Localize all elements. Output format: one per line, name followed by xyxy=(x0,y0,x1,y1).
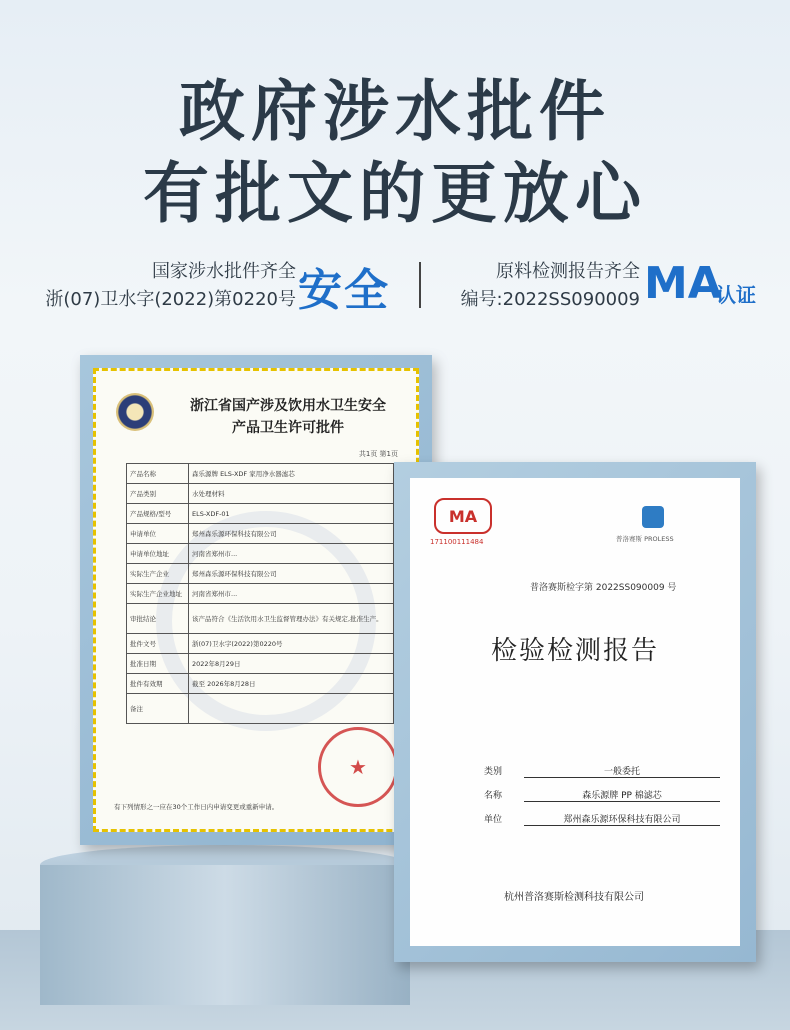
table-row xyxy=(127,524,394,544)
table-key: 申请单位地址 xyxy=(127,544,189,564)
table-row xyxy=(127,694,394,724)
certificate-title-line-1: 浙江省国产涉及饮用水卫生安全 xyxy=(190,398,386,414)
report-info xyxy=(440,258,640,314)
table-value: 郑州森乐源环保科技有限公司 xyxy=(189,524,394,544)
table-value xyxy=(189,694,394,724)
table-row xyxy=(127,464,394,484)
approval-certificate xyxy=(93,368,419,832)
table-value: 该产品符合《生活饮用水卫生监督管理办法》有关规定,批准生产。 xyxy=(189,604,394,634)
report-row-key: 名称 xyxy=(484,791,503,801)
report-row-key: 单位 xyxy=(484,815,503,825)
table-value: 2022年8月29日 xyxy=(189,654,394,674)
table-value: 河南省郑州市... xyxy=(189,544,394,564)
report-row-unit xyxy=(484,812,720,826)
lab-logo-text: 普洛赛斯 PROLESS xyxy=(616,535,674,543)
table-row xyxy=(127,544,394,564)
lab-logo-icon xyxy=(642,506,664,528)
approval-info xyxy=(28,258,296,314)
report-title: 检验检测报告 xyxy=(490,636,659,666)
table-row xyxy=(127,584,394,604)
certificate-title xyxy=(158,395,418,439)
report-row-value: 郑州森乐源环保科技有限公司 xyxy=(524,812,720,826)
table-row xyxy=(127,564,394,584)
table-key: 批件文号 xyxy=(127,634,189,654)
lab-name: 杭州普洛赛斯检测科技有限公司 xyxy=(504,892,644,903)
headline-line-2: 有批文的更放心 xyxy=(143,155,647,232)
table-key: 批件有效期 xyxy=(127,674,189,694)
red-stamp: ★ xyxy=(318,727,398,807)
approval-certificate-frame xyxy=(80,355,432,845)
ma-label: MA xyxy=(644,258,722,309)
test-report xyxy=(410,478,740,946)
cma-logo-icon: MA xyxy=(434,498,492,534)
national-emblem-icon xyxy=(116,393,154,431)
table-key: 备注 xyxy=(127,694,189,724)
table-value: ELS-XDF-01 xyxy=(189,504,394,524)
table-row xyxy=(127,654,394,674)
approval-line-2: 浙(07)卫水字(2022)第0220号 xyxy=(45,289,296,310)
table-key: 产品名称 xyxy=(127,464,189,484)
table-row xyxy=(127,604,394,634)
page-number: 共1页 第1页 xyxy=(358,450,398,458)
report-row-category xyxy=(484,764,720,778)
cma-number: 171100111484 xyxy=(430,538,484,546)
table-row xyxy=(127,484,394,504)
table-row xyxy=(127,674,394,694)
safe-label: 安全 xyxy=(298,265,390,316)
table-key: 审批结论 xyxy=(127,604,189,634)
test-report-frame xyxy=(394,462,756,962)
table-value: 截至 2026年8月28日 xyxy=(189,674,394,694)
table-key: 申请单位 xyxy=(127,524,189,544)
certificate-footer: 有下列情形之一应在30个工作日内申请变更或重新申请。 xyxy=(114,803,279,811)
table-value: 浙(07)卫水字(2022)第0220号 xyxy=(189,634,394,654)
table-value: 森乐源牌 ELS-XDF 家用净水器滤芯 xyxy=(189,464,394,484)
approval-line-1: 国家涉水批件齐全 xyxy=(152,261,296,282)
headline-line-1: 政府涉水批件 xyxy=(179,73,611,150)
certificate-title-line-2: 产品卫生许可批件 xyxy=(232,420,344,436)
table-value: 郑州森乐源环保科技有限公司 xyxy=(189,564,394,584)
table-key: 产品类别 xyxy=(127,484,189,504)
ma-certification-label: 认证 xyxy=(716,283,756,307)
table-row xyxy=(127,504,394,524)
pedestal xyxy=(40,865,410,1005)
certificate-table xyxy=(126,463,394,724)
table-value: 河南省郑州市... xyxy=(189,584,394,604)
table-row xyxy=(127,634,394,654)
report-row-value: 一般委托 xyxy=(524,764,720,778)
table-key: 实际生产企业 xyxy=(127,564,189,584)
report-number: 普洛赛斯检字第 2022SS090009 号 xyxy=(530,583,677,593)
table-key: 实际生产企业地址 xyxy=(127,584,189,604)
table-value: 水处理材料 xyxy=(189,484,394,504)
report-row-key: 类别 xyxy=(484,767,503,777)
report-row-name xyxy=(484,788,720,802)
table-key: 批准日期 xyxy=(127,654,189,674)
report-line-1: 原料检测报告齐全 xyxy=(496,261,640,282)
divider xyxy=(419,262,421,308)
report-row-value: 森乐源牌 PP 棉滤芯 xyxy=(524,788,720,802)
report-line-2: 编号:2022SS090009 xyxy=(460,289,640,310)
table-key: 产品规格/型号 xyxy=(127,504,189,524)
